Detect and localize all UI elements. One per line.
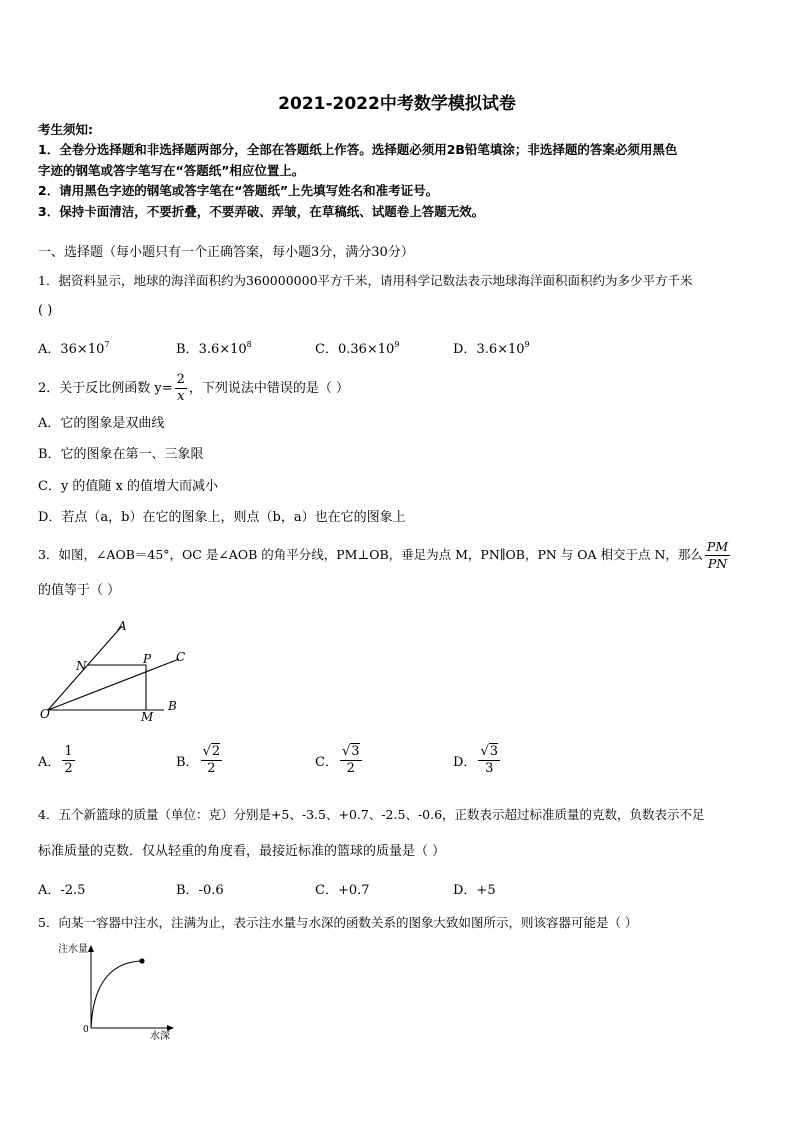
notice-line-1: 1．全卷分选择题和非选择题两部分，全部在答题纸上作答。选择题必须用2B铅笔填涂；非选择题的答案必须用黑色 <box>38 142 678 157</box>
question-4-stem-2: 标准质量的克数．仅从轻重的角度看，最接近标准的篮球的质量是（ ） <box>38 844 446 859</box>
question-3-stem-2: 的值等于（ ） <box>38 583 121 598</box>
question-4-stem: 4．五个新篮球的质量（单位：克）分别是+5、-3.5、+0.7、-2.5、-0.6，正数表示超过标准质量的克数，负数表示不足 <box>38 807 705 822</box>
graph-origin-label: 0 <box>83 1025 89 1035</box>
q2-option-a: A．它的图象是双曲线 <box>38 416 165 431</box>
graph-y-label: 注水量 <box>58 944 88 955</box>
q3-option-b: B． $\frac{√2}{2}$ <box>176 744 221 776</box>
label-M: M <box>141 710 154 724</box>
q3-option-d: D． $\frac{√3}{3}$ <box>453 744 499 776</box>
q3-geometry-figure <box>34 614 204 726</box>
q3-option-c: C． $\frac{√3}{2}$ <box>315 744 360 776</box>
question-1-stem: 1．据资料显示，地球的海洋面积约为360000000平方千米，请用科学记数法表示地球海洋面积面积约为多少平方千米 <box>38 273 693 288</box>
label-B: B <box>168 699 177 713</box>
q1-option-a: A．$36\times 10^7$ <box>38 340 110 357</box>
graph-x-label: 水深 <box>150 1031 170 1040</box>
q5-function-graph <box>50 940 190 1040</box>
page-title: 2021-2022中考数学模拟试卷 <box>278 94 516 114</box>
question-2-stem: 2．关于反比例函数 y= $\frac{2}{x}$ ，下列说法中错误的是（ ） <box>38 372 350 404</box>
question-1-paren: ( ) <box>38 303 53 318</box>
label-C: C <box>176 650 186 664</box>
notice-line-3: 3．保持卡面清洁，不要折叠，不要弄破、弄皱，在草稿纸、试题卷上答题无效。 <box>38 204 485 219</box>
q3-option-a: A． $\frac{1}{2}$ <box>38 744 73 776</box>
section-heading: 一、选择题（每小题只有一个正确答案，每小题3分，满分30分） <box>38 245 414 260</box>
q4-option-d: D．+5 <box>453 883 496 898</box>
q1-option-c: C．$0.36\times 10^9$ <box>315 340 400 357</box>
question-3-stem: 3．如图，∠AOB＝45°，OC 是∠AOB 的角平分线，PM⊥OB，垂足为点 M，PN∥OB，PN 与 OA 相交于点 N，那么 $\frac{PM}{PN}$ <box>38 539 729 571</box>
q2-option-c: C．y 的值随 x 的值增大而减小 <box>38 479 219 494</box>
notice-heading: 考生须知: <box>38 122 93 137</box>
q2-option-d: D．若点（a，b）在它的图象上，则点（b，a）也在它的图象上 <box>38 510 406 525</box>
label-N: N <box>76 659 87 673</box>
q2-option-b: B．它的图象在第一、三象限 <box>38 447 204 462</box>
label-O: O <box>40 707 50 721</box>
label-A: A <box>118 619 127 633</box>
question-5-stem: 5．向某一容器中注水，注满为止，表示注水量与水深的函数关系的图象大致如图所示，则该容器可能是（ ） <box>38 915 638 930</box>
notice-line-2: 2．请用黑色字迹的钢笔或答字笔在“答题纸”上先填写姓名和准考证号。 <box>38 183 439 198</box>
q1-option-b: B．$3.6\times 10^8$ <box>176 340 252 357</box>
q4-option-b: B．-0.6 <box>176 883 224 898</box>
notice-line-1b: 字迹的钢笔或答字笔写在“答题纸”相应位置上。 <box>38 163 305 178</box>
label-P: P <box>143 652 152 666</box>
q1-option-d: D．$3.6\times 10^9$ <box>453 340 530 357</box>
q4-option-a: A．-2.5 <box>38 883 86 898</box>
q4-option-c: C．+0.7 <box>315 883 370 898</box>
